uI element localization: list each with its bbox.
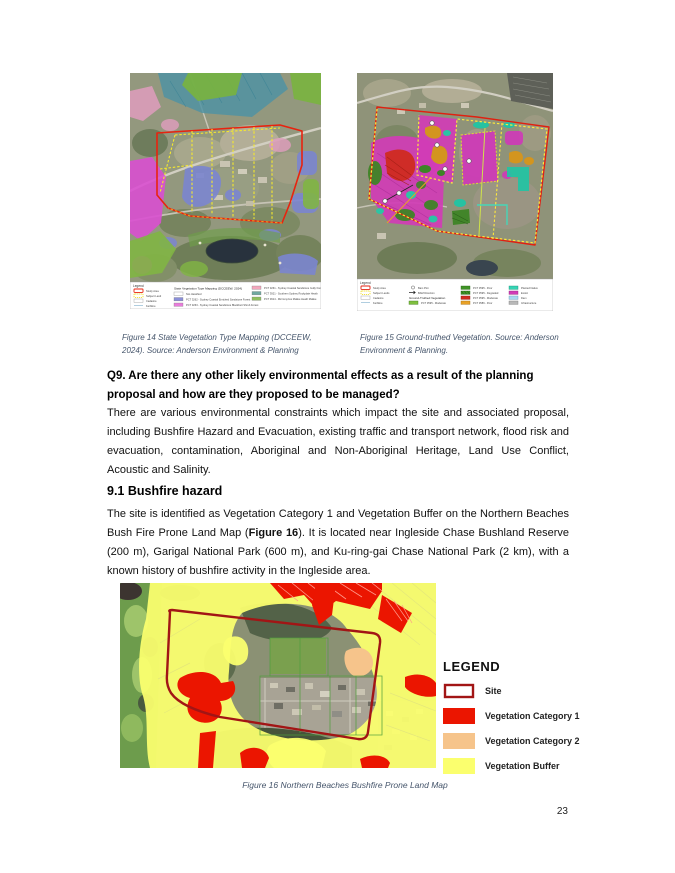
svg-text:Not classified: Not classified <box>186 293 202 296</box>
veg-cat2-swatch <box>443 733 475 749</box>
svg-text:PCT 3261 - Sydney Coastal Sand: PCT 3261 - Sydney Coastal Sandstone Gully Forest <box>264 287 321 290</box>
svg-text:Planted Native: Planted Native <box>521 287 538 290</box>
figure16-image <box>120 583 436 768</box>
figure16-caption: Figure 16 Northern Beaches Bushfire Prone Land Map <box>242 780 448 790</box>
svg-text:Kerbline: Kerbline <box>146 305 156 308</box>
veg-cat1-swatch <box>443 708 475 724</box>
figure14-caption: Figure 14 State Vegetation Type Mapping (DCCEEW, 2024). Source: Anderson Environment & Planning <box>122 333 312 355</box>
legend-row-site <box>443 683 615 699</box>
page-number: 23 <box>556 806 568 817</box>
figure14-image <box>130 73 321 309</box>
svg-text:PCT 3914 - Micromyrtus Mallee: PCT 3914 - Micromyrtus Mallee Heath Mallee <box>264 298 317 301</box>
figure15-image <box>357 73 553 311</box>
svg-text:PCT 3595 - Poor: PCT 3595 - Poor <box>473 287 493 290</box>
section-9-1-heading: 9.1 Bushfire hazard <box>107 484 223 498</box>
fig14-legend-subtitle: State Vegetation Type Mapping (DCCEEW, 2024) <box>174 286 243 291</box>
svg-text:PCT 3595 - Degraded: PCT 3595 - Degraded <box>473 292 499 295</box>
q9-heading: Q9. Are there any other likely environmental effects as a result of the planning proposal and how are they proposed to be managed? <box>107 370 534 401</box>
site-swatch <box>443 683 475 699</box>
svg-text:Cadastre: Cadastre <box>146 300 157 303</box>
svg-text:PCT 3595 - Moderate: PCT 3595 - Moderate <box>421 302 446 305</box>
figure16-legend <box>443 659 615 774</box>
svg-text:Dam: Dam <box>521 297 527 300</box>
legend-row-veg-cat2 <box>443 733 615 749</box>
svg-text:PCT 3595 - Moderate: PCT 3595 - Moderate <box>473 297 498 300</box>
veg-buffer-swatch <box>443 758 475 774</box>
svg-text:Kerbline: Kerbline <box>373 302 383 305</box>
figure15-caption: Figure 15 Ground-truthed Vegetation. Source: Anderson Environment & Planning. <box>360 333 559 355</box>
fig15-legend-subtitle: Ground-Truthed Vegetation <box>409 296 446 300</box>
legend-row-veg-cat1 <box>443 708 615 724</box>
p2-text-pre: The site is identified as Vegetation Category 1 and Vegetation Buffer on the Northern Beaches Bush Fire Prone Land Map ( <box>107 508 569 539</box>
p2-figure-ref: Figure 16 <box>248 527 299 539</box>
fig14-legend-title: Legend <box>133 284 144 288</box>
svg-text:BAM Direction: BAM Direction <box>418 292 435 295</box>
svg-text:PCT 3262 - Sydney Coastal Enri: PCT 3262 - Sydney Coastal Enriched Sandstone Forest <box>186 298 251 302</box>
legend-label-site: Site <box>485 686 502 696</box>
svg-text:PCT 3921 - Southern Sydney Roc: PCT 3921 - Southern Sydney Rockplate Heath <box>264 292 318 296</box>
figure16-legend-title: LEGEND <box>443 659 501 674</box>
svg-text:Subject Land: Subject Land <box>146 295 162 298</box>
legend-row-veg-buffer <box>443 758 615 774</box>
svg-text:Exotic: Exotic <box>521 292 529 295</box>
legend-label-veg-cat2: Vegetation Category 2 <box>485 736 580 746</box>
legend-label-veg-buffer: Vegetation Buffer <box>485 761 560 771</box>
figure14-map-svg <box>130 73 321 309</box>
svg-text:Study Area: Study Area <box>373 287 386 290</box>
svg-text:Cadastre: Cadastre <box>373 297 384 300</box>
figure15-map-svg <box>357 73 553 311</box>
svg-text:Subject Lands: Subject Lands <box>373 292 390 295</box>
legend-label-veg-cat1: Vegetation Category 1 <box>485 711 580 721</box>
paragraph-bushfire-hazard <box>107 505 569 581</box>
fig15-legend-title: Legend <box>360 281 371 285</box>
paragraph-environmental-constraints: There are various environmental constraints which impact the site and associated proposal, including Bushfire Hazard and Evacuation, existing traffic and transport network, flood risk and evacuation, contamination, Aboriginal and Non-Aboriginal Heritage, Land Use Conflict, Acoustic and Salinity. <box>107 407 569 476</box>
fig15-legend <box>357 279 553 311</box>
fig14-legend <box>130 282 321 309</box>
svg-text:PCT 3586 - Poor: PCT 3586 - Poor <box>473 302 493 305</box>
svg-text:Infrastructure: Infrastructure <box>521 302 537 305</box>
svg-text:PCT 3263 - Sydney Coastal Sand: PCT 3263 - Sydney Coastal Sandstone Blackbutt Shrub Forest <box>186 304 259 307</box>
svg-text:Bam Plot: Bam Plot <box>418 287 429 290</box>
svg-text:Study Area: Study Area <box>146 290 159 293</box>
p2-text-post: ). It is located near Ingleside Chase Bushland Reserve (200 m), Garigal National Park (600 m), and Ku-ring-gai Chase National Park (2 km), with a known history of bushfire activity in the Ingleside area. <box>107 527 570 577</box>
figure16-map-svg <box>120 583 436 768</box>
